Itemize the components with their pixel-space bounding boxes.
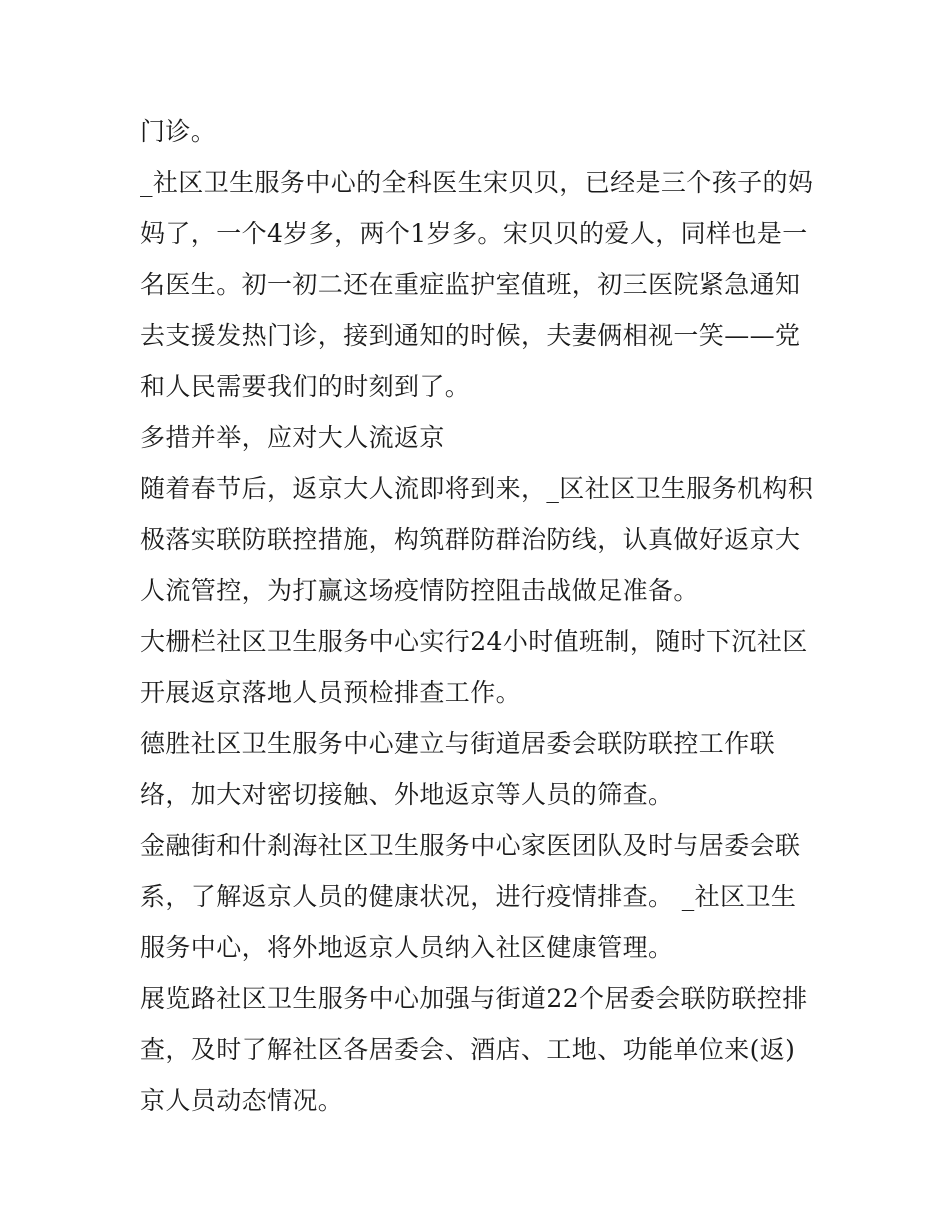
paragraph-zhanlanlu: 展览路社区卫生服务中心加强与街道22个居委会联防联控排查，及时了解社区各居委会、酒店、工地、功能单位来(返)京人员动态情况。 [140, 984, 808, 1115]
paragraph-desheng: 德胜社区卫生服务中心建立与街道居委会联防联控工作联络，加大对密切接触、外地返京等人员的筛查。 [140, 729, 776, 809]
paragraph-return-crowd: 随着春节后，返京大人流即将到来，_区社区卫生服务机构积极落实联防联控措施，构筑群防群治防线，认真做好返京大人流管控，为打赢这场疫情防控阻击战做足准备。 [140, 474, 814, 605]
paragraph-continuation: 门诊。 [140, 117, 217, 146]
document-page [140, 106, 816, 1126]
section-heading: 多措并举，应对大人流返京 [140, 423, 445, 452]
paragraph-jinrongjie: 金融街和什刹海社区卫生服务中心家医团队及时与居委会联系，了解返京人员的健康状况，进行疫情排查。 _社区卫生服务中心，将外地返京人员纳入社区健康管理。 [140, 831, 801, 962]
paragraph-song-beibei: _社区卫生服务中心的全科医生宋贝贝，已经是三个孩子的妈妈了，一个4岁多，两个1岁多。宋贝贝的爱人，同样也是一名医生。初一初二还在重症监护室值班，初三医院紧急通知去支援发热门诊，接到通知的时候，夫妻俩相视一笑——党和人民需要我们的时刻到了。 [140, 168, 814, 401]
paragraph-dashilan: 大栅栏社区卫生服务中心实行24小时值班制，随时下沉社区开展返京落地人员预检排查工作。 [140, 627, 808, 707]
